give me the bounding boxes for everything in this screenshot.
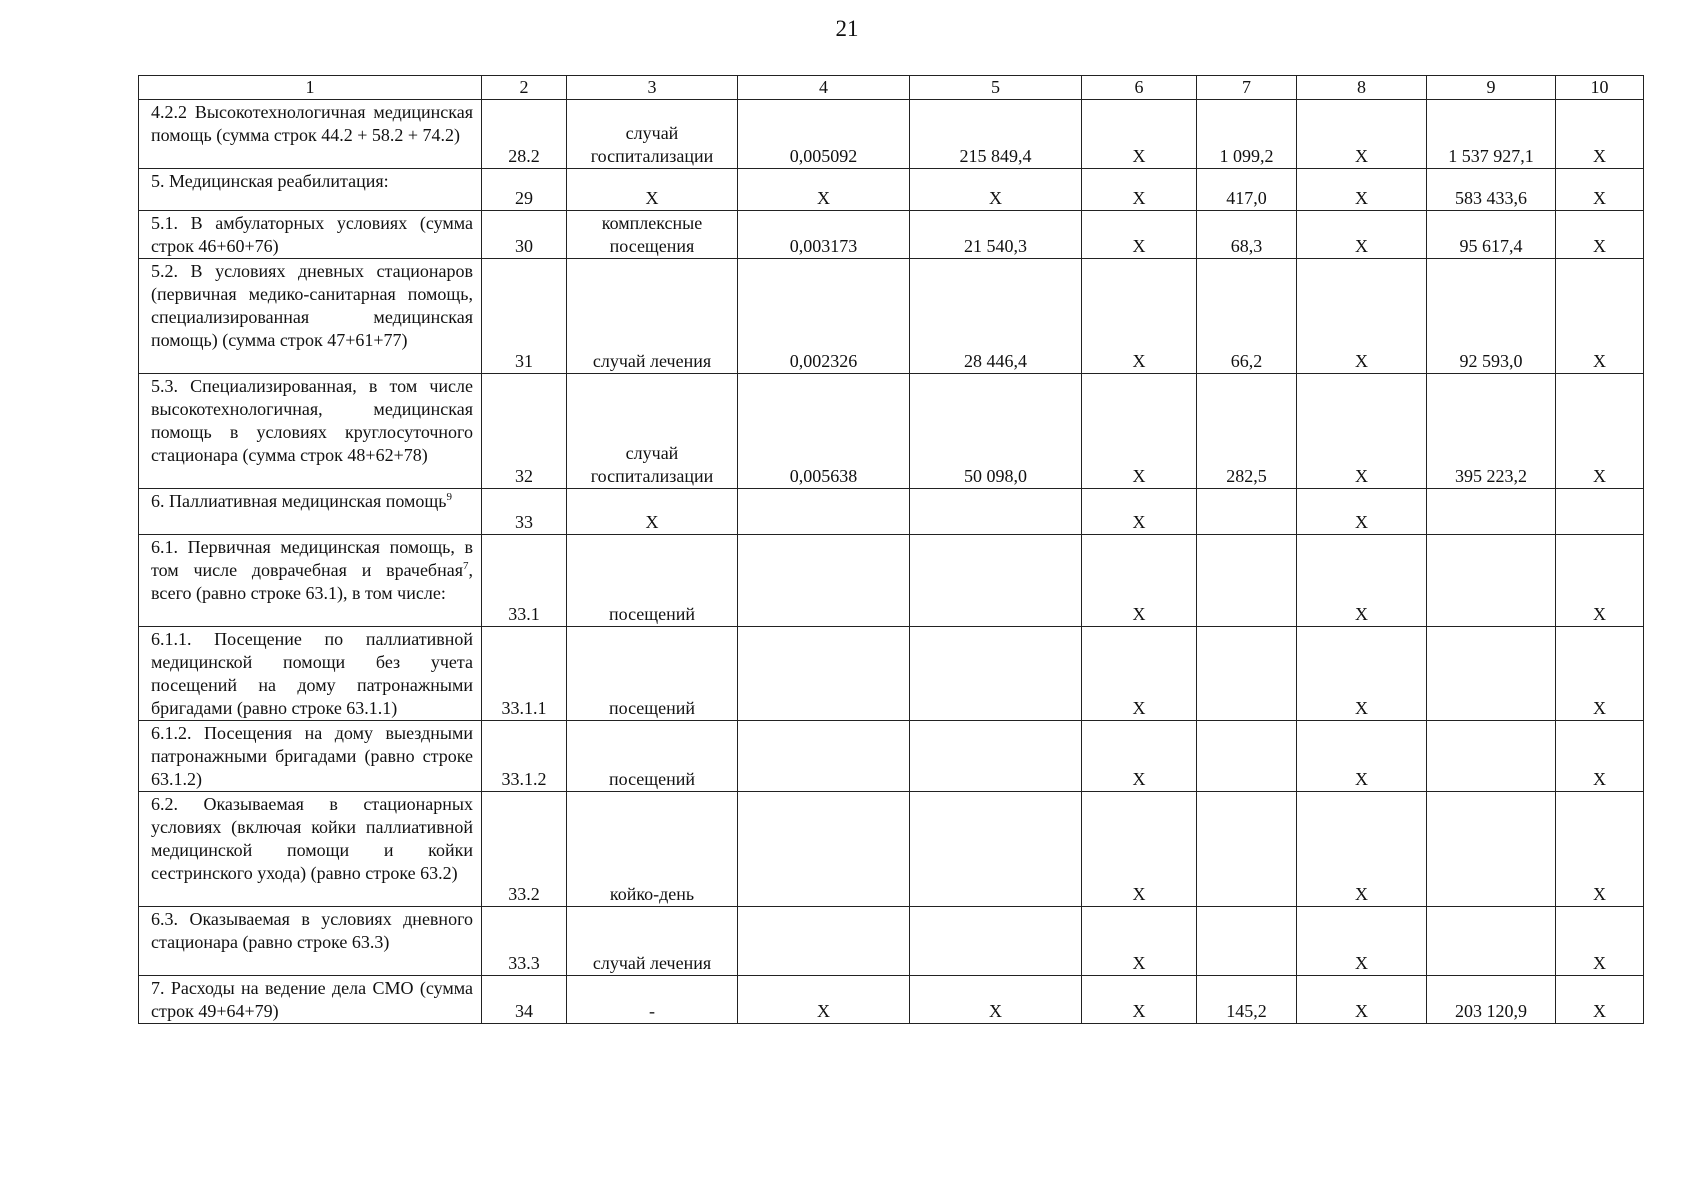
footnote-marker: 7: [463, 560, 469, 572]
cell-c10: Х: [1556, 792, 1644, 907]
cell-c10: Х: [1556, 169, 1644, 211]
table-row: [139, 489, 1644, 535]
cell-c6: Х: [1082, 100, 1197, 169]
cell-c9: 92 593,0: [1427, 259, 1556, 374]
cell-c5: Х: [910, 976, 1082, 1024]
cell-unit: Х: [567, 489, 738, 535]
row-name: [139, 100, 482, 169]
cell-c5: 215 849,4: [910, 100, 1082, 169]
cell-c9: [1427, 792, 1556, 907]
cell-c6: Х: [1082, 792, 1197, 907]
cell-c6: Х: [1082, 627, 1197, 721]
column-header: 4: [738, 76, 910, 100]
cell-c9: [1427, 721, 1556, 792]
cell-c9: 395 223,2: [1427, 374, 1556, 489]
cell-unit: посещений: [567, 721, 738, 792]
cell-code: 34: [482, 976, 567, 1024]
row-name: [139, 374, 482, 489]
cell-unit: случай госпитализации: [567, 100, 738, 169]
cell-c5: 21 540,3: [910, 211, 1082, 259]
column-header: 2: [482, 76, 567, 100]
data-table: [138, 75, 1644, 1024]
cell-c5: [910, 627, 1082, 721]
row-name-text: 6.2. Оказываемая в стационарных условиях (включая койки паллиативной медицинской помощи и койки сестринского ухода) (равно строке 63.2): [151, 794, 473, 883]
cell-c6: Х: [1082, 489, 1197, 535]
cell-code: 29: [482, 169, 567, 211]
cell-code: 33: [482, 489, 567, 535]
cell-c8: Х: [1297, 535, 1427, 627]
cell-c7: [1197, 792, 1297, 907]
cell-c4: [738, 907, 910, 976]
cell-c10: [1556, 489, 1644, 535]
cell-c5: [910, 489, 1082, 535]
row-name: [139, 627, 482, 721]
row-name-text: 6.1.2. Посещения на дому выездными патронажными бригадами (равно строке 63.1.2): [151, 723, 473, 789]
column-header: 3: [567, 76, 738, 100]
row-name-text: 4.2.2 Высокотехнологичная медицинская помощь (сумма строк 44.2 + 58.2 + 74.2): [151, 102, 473, 145]
cell-c10: Х: [1556, 374, 1644, 489]
column-header: 8: [1297, 76, 1427, 100]
row-name-text: 6.1. Первичная медицинская помощь, в том числе доврачебная и врачебная: [151, 537, 473, 580]
row-name-text: 5.1. В амбулаторных условиях (сумма строк 46+60+76): [151, 213, 473, 256]
cell-code: 33.2: [482, 792, 567, 907]
row-name-tail: , всего (равно строке 63.1), в том числе:: [151, 560, 473, 603]
cell-unit: -: [567, 976, 738, 1024]
cell-c4: [738, 489, 910, 535]
cell-c8: Х: [1297, 721, 1427, 792]
table-row: [139, 100, 1644, 169]
table-row: [139, 792, 1644, 907]
cell-c7: 66,2: [1197, 259, 1297, 374]
cell-c6: Х: [1082, 169, 1197, 211]
cell-c6: Х: [1082, 259, 1197, 374]
table-row: [139, 211, 1644, 259]
cell-c7: [1197, 721, 1297, 792]
row-name: [139, 535, 482, 627]
row-name-text: 5.2. В условиях дневных стационаров (первичная медико-санитарная помощь, специализированная медицинская помощь) (сумма строк 47+61+77): [151, 261, 473, 350]
cell-unit: посещений: [567, 535, 738, 627]
cell-c10: Х: [1556, 721, 1644, 792]
cell-c8: Х: [1297, 100, 1427, 169]
footnote-marker: 9: [446, 491, 452, 503]
cell-c9: [1427, 535, 1556, 627]
row-name-text: 6.3. Оказываемая в условиях дневного стационара (равно строке 63.3): [151, 909, 473, 952]
cell-code: 33.1.2: [482, 721, 567, 792]
cell-c6: Х: [1082, 721, 1197, 792]
cell-c7: 145,2: [1197, 976, 1297, 1024]
cell-unit: случай госпитализации: [567, 374, 738, 489]
table-row: [139, 169, 1644, 211]
cell-c8: Х: [1297, 211, 1427, 259]
row-name: [139, 976, 482, 1024]
cell-unit: посещений: [567, 627, 738, 721]
cell-c8: Х: [1297, 976, 1427, 1024]
row-name: [139, 259, 482, 374]
cell-c4: 0,002326: [738, 259, 910, 374]
row-name: [139, 489, 482, 535]
cell-code: 33.1: [482, 535, 567, 627]
cell-c10: Х: [1556, 100, 1644, 169]
row-name: [139, 721, 482, 792]
cell-c4: [738, 535, 910, 627]
cell-c8: Х: [1297, 169, 1427, 211]
column-header: 10: [1556, 76, 1644, 100]
column-header: 9: [1427, 76, 1556, 100]
cell-unit: случай лечения: [567, 259, 738, 374]
cell-c5: [910, 535, 1082, 627]
cell-c5: 50 098,0: [910, 374, 1082, 489]
cell-code: 33.3: [482, 907, 567, 976]
row-name: [139, 792, 482, 907]
cell-unit: комплексные посещения: [567, 211, 738, 259]
cell-c6: Х: [1082, 976, 1197, 1024]
cell-c5: Х: [910, 169, 1082, 211]
cell-c10: Х: [1556, 907, 1644, 976]
row-name-text: 7. Расходы на ведение дела СМО (сумма строк 49+64+79): [151, 978, 473, 1021]
cell-code: 28.2: [482, 100, 567, 169]
cell-c8: Х: [1297, 259, 1427, 374]
cell-c6: Х: [1082, 907, 1197, 976]
cell-c6: Х: [1082, 535, 1197, 627]
cell-c10: Х: [1556, 976, 1644, 1024]
cell-c4: [738, 721, 910, 792]
row-name-text: 6. Паллиативная медицинская помощь: [151, 491, 447, 511]
cell-c4: 0,005092: [738, 100, 910, 169]
cell-c5: [910, 721, 1082, 792]
cell-c4: [738, 627, 910, 721]
table-row: [139, 627, 1644, 721]
cell-c9: [1427, 627, 1556, 721]
row-name-text: 5. Медицинская реабилитация:: [151, 171, 389, 191]
cell-c8: Х: [1297, 374, 1427, 489]
cell-c7: 282,5: [1197, 374, 1297, 489]
table-row: [139, 374, 1644, 489]
cell-unit: случай лечения: [567, 907, 738, 976]
cell-c9: [1427, 489, 1556, 535]
cell-c5: [910, 907, 1082, 976]
cell-c6: Х: [1082, 374, 1197, 489]
cell-c7: [1197, 489, 1297, 535]
cell-c7: [1197, 535, 1297, 627]
table-row: [139, 721, 1644, 792]
cell-unit: Х: [567, 169, 738, 211]
cell-c7: [1197, 907, 1297, 976]
row-name: [139, 211, 482, 259]
row-name: [139, 169, 482, 211]
cell-c4: 0,003173: [738, 211, 910, 259]
row-name-text: 5.3. Специализированная, в том числе высокотехнологичная, медицинская помощь в условиях круглосуточного стационара (сумма строк 48+62+78): [151, 376, 473, 465]
cell-c7: [1197, 627, 1297, 721]
cell-c10: Х: [1556, 259, 1644, 374]
cell-c10: Х: [1556, 627, 1644, 721]
cell-c8: Х: [1297, 489, 1427, 535]
cell-c4: Х: [738, 169, 910, 211]
cell-c10: Х: [1556, 211, 1644, 259]
cell-c8: Х: [1297, 907, 1427, 976]
cell-c9: 1 537 927,1: [1427, 100, 1556, 169]
header-row: [139, 76, 1644, 100]
cell-c9: 95 617,4: [1427, 211, 1556, 259]
cell-c7: 1 099,2: [1197, 100, 1297, 169]
cell-unit: койко-день: [567, 792, 738, 907]
cell-c7: 68,3: [1197, 211, 1297, 259]
table-row: [139, 907, 1644, 976]
cell-c4: [738, 792, 910, 907]
table-row: [139, 259, 1644, 374]
table-row: [139, 976, 1644, 1024]
cell-c6: Х: [1082, 211, 1197, 259]
cell-c8: Х: [1297, 792, 1427, 907]
cell-code: 30: [482, 211, 567, 259]
row-name-text: 6.1.1. Посещение по паллиативной медицинской помощи без учета посещений на дому патронажными бригадами (равно строке 63.1.1): [151, 629, 473, 718]
cell-c4: 0,005638: [738, 374, 910, 489]
cell-c9: 203 120,9: [1427, 976, 1556, 1024]
column-header: 7: [1197, 76, 1297, 100]
cell-c9: [1427, 907, 1556, 976]
cell-code: 32: [482, 374, 567, 489]
cell-code: 31: [482, 259, 567, 374]
cell-c4: Х: [738, 976, 910, 1024]
column-header: 1: [139, 76, 482, 100]
column-header: 6: [1082, 76, 1197, 100]
cell-c7: 417,0: [1197, 169, 1297, 211]
cell-c5: [910, 792, 1082, 907]
cell-c10: Х: [1556, 535, 1644, 627]
cell-c5: 28 446,4: [910, 259, 1082, 374]
table-row: [139, 535, 1644, 627]
column-header: 5: [910, 76, 1082, 100]
cell-c9: 583 433,6: [1427, 169, 1556, 211]
cell-c8: Х: [1297, 627, 1427, 721]
cell-code: 33.1.1: [482, 627, 567, 721]
row-name: [139, 907, 482, 976]
page-number: 21: [835, 16, 859, 41]
